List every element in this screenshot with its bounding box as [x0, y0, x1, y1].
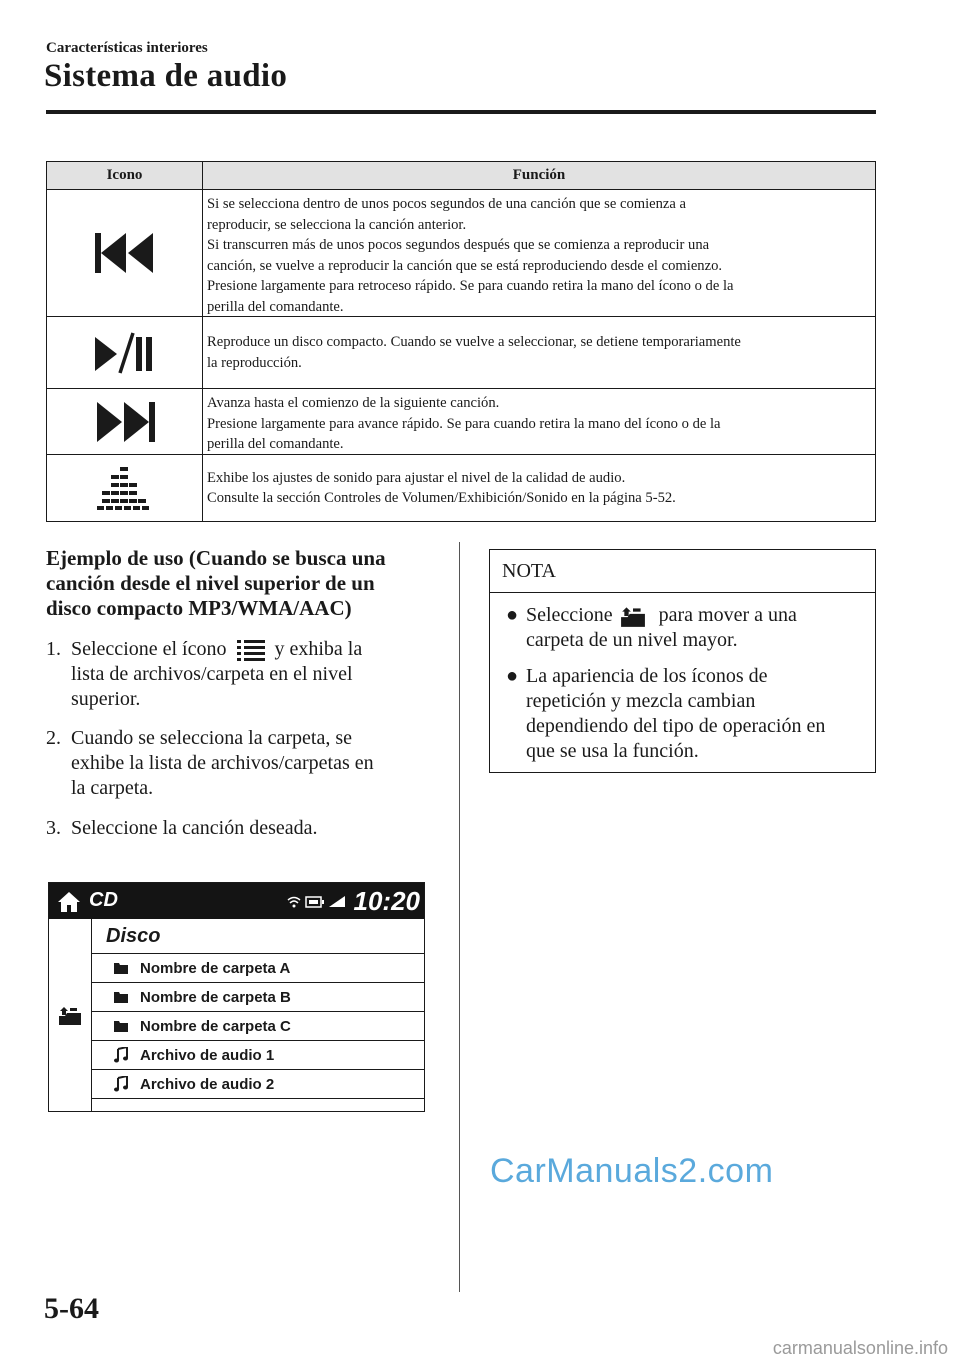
cd-status-bar: [49, 883, 424, 919]
cd-screen: [48, 882, 425, 1112]
play-pause-icon: [93, 331, 157, 375]
page-number: 5-64: [44, 1292, 99, 1325]
column-divider: [459, 542, 460, 1292]
note-title: NOTA: [490, 550, 875, 593]
folder-icon: [114, 962, 128, 974]
table-row: [47, 190, 875, 317]
table-header-icon: Icono: [47, 162, 203, 189]
previous-track-icon: [93, 231, 157, 275]
folder-icon: [114, 1020, 128, 1032]
source-label: CD: [89, 889, 118, 911]
watermark: CarManuals2.com: [490, 1152, 774, 1190]
footer-url: carmanualsonline.info: [772, 1338, 948, 1358]
row-text-line: la reproducción.: [207, 354, 302, 371]
list-title: Disco: [92, 919, 424, 954]
note-item: ● La apariencia de los íconos de repetición y mezcla cambian dependiendo del tipo de operación en que se usa la función.: [506, 665, 826, 763]
page-title: Sistema de audio: [44, 58, 288, 94]
cd-file-list: [92, 919, 424, 1099]
list-item[interactable]: Nombre de carpeta A: [92, 954, 424, 983]
equalizer-icon: [97, 465, 153, 511]
folder-up-icon[interactable]: [58, 1004, 82, 1026]
row-text-line: Presione largamente para retroceso rápido. Se para cuando retira la mano del ícono o de la: [207, 278, 734, 294]
folder-up-icon: [620, 604, 646, 628]
row-text-line: reproducir, se selecciona la canción anterior.: [207, 216, 467, 233]
cd-side-panel: [49, 919, 92, 1111]
list-item[interactable]: Archivo de audio 2: [92, 1070, 424, 1099]
list-icon: [236, 639, 266, 661]
music-note-icon: [114, 1047, 128, 1063]
table-header-function: Función: [512, 167, 566, 183]
heading-rule: [46, 110, 876, 114]
list-item[interactable]: Nombre de carpeta B: [92, 983, 424, 1012]
row-text-line: perilla del comandante.: [207, 298, 344, 315]
row-text-line: Consulte la sección Controles de Volumen/Exhibición/Sonido en la página 5-52.: [207, 490, 676, 506]
next-track-icon: [93, 400, 157, 444]
row-text-line: Si transcurren más de unos pocos segundos después que se comienza a reproducir una: [207, 237, 710, 253]
signal-strength-icon: [328, 895, 346, 908]
battery-icon: [305, 895, 325, 909]
table-row: [47, 389, 875, 455]
function-table: [46, 161, 876, 522]
note-item: ● Seleccione para mover a una carpeta de un nivel mayor.: [506, 604, 797, 652]
signal-icon: [287, 896, 301, 908]
row-text-line: Avanza hasta el comienzo de la siguiente canción.: [207, 395, 500, 411]
table-row: [47, 317, 875, 389]
music-note-icon: [114, 1076, 128, 1092]
note-box: [489, 549, 876, 773]
step-3: 3. Seleccione la canción deseada.: [46, 817, 318, 839]
row-text-line: perilla del comandante.: [207, 436, 344, 452]
row-text-line: canción, se vuelve a reproducir la canción que se está reproduciendo desde el comienzo.: [207, 257, 723, 274]
row-text-line: Exhibe los ajustes de sonido para ajustar el nivel de la calidad de audio.: [207, 469, 626, 486]
folder-icon: [114, 991, 128, 1003]
example-heading: Ejemplo de uso (Cuando se busca una canción desde el nivel superior de un disco compacto MP3/WMA/AAC): [46, 546, 386, 620]
step-2: 2. Cuando se selecciona la carpeta, se exhibe la lista de archivos/carpetas en la carpeta.: [46, 727, 374, 799]
bullet: ●: [506, 604, 519, 626]
step-1: 1. Seleccione el ícono y exhiba la lista de archivos/carpeta en el nivel superior.: [46, 638, 363, 710]
list-item[interactable]: Nombre de carpeta C: [92, 1012, 424, 1041]
bullet: ●: [506, 665, 519, 688]
list-item[interactable]: Archivo de audio 1: [92, 1041, 424, 1070]
row-text-line: Reproduce un disco compacto. Cuando se vuelve a seleccionar, se detiene temporariamente: [207, 334, 741, 350]
clock: 10:20: [353, 886, 420, 916]
home-icon[interactable]: [57, 891, 81, 913]
row-text-line: Presione largamente para avance rápido. Se para cuando retira la mano del ícono o de la: [207, 415, 721, 432]
table-row: [47, 455, 875, 521]
section-label: Características interiores: [46, 40, 208, 56]
row-text-line: Si se selecciona dentro de unos pocos segundos de una canción que se comienza a: [207, 196, 687, 212]
table-header: [47, 162, 875, 190]
